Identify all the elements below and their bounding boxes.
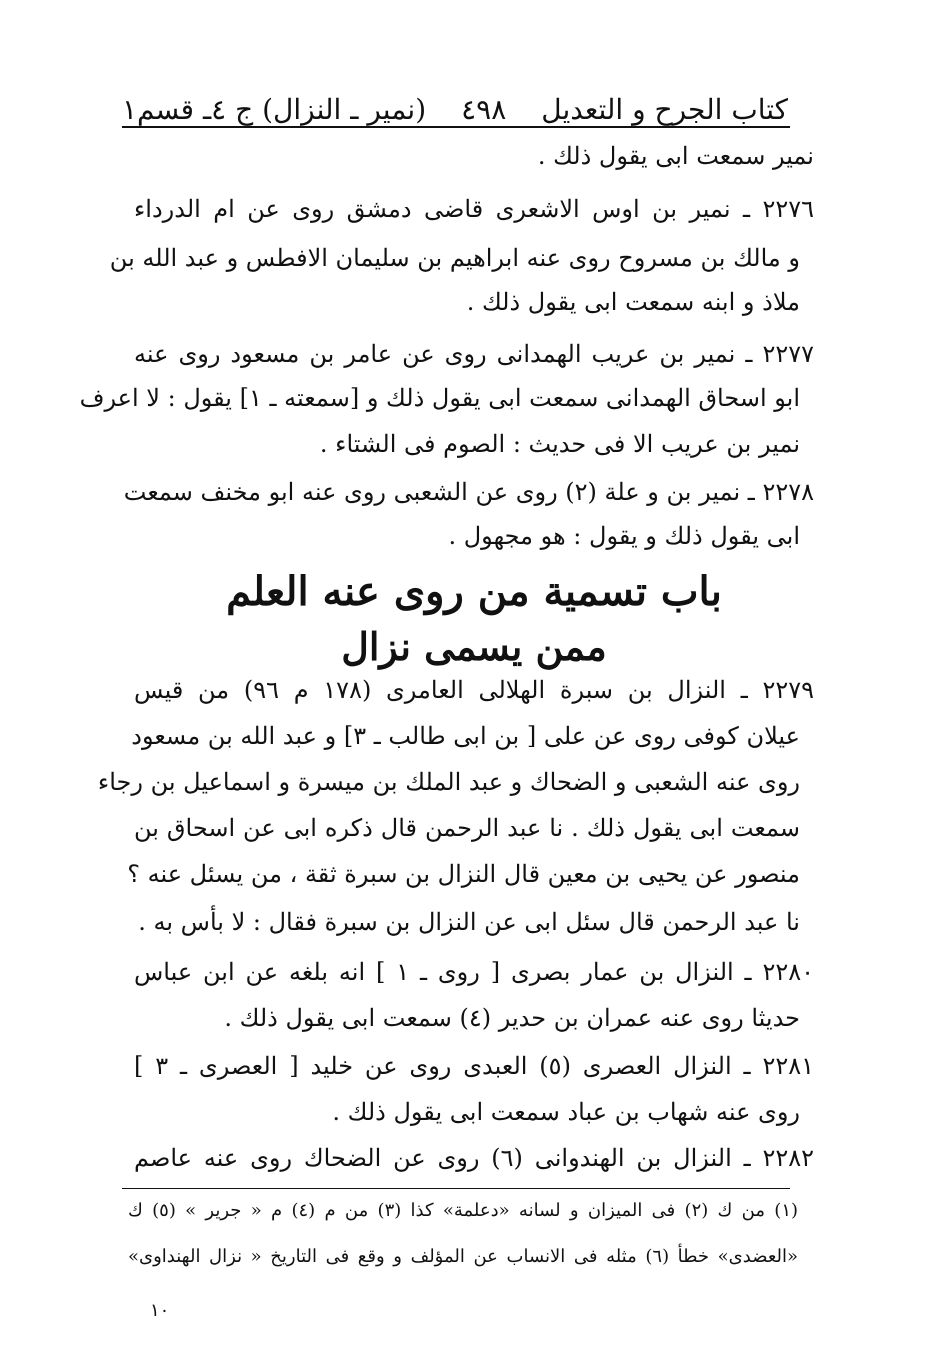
entry-2279: ٢٢٧٩ ـ النزال بن سبرة الهلالى العامرى (١٧٨ م ٩٦) من قيس <box>134 676 814 704</box>
footnote-rule <box>122 1188 790 1189</box>
header-rule <box>122 126 790 128</box>
text-line: حديثا روى عنه عمران بن حدير (٤) سمعت ابى يقول ذلك . <box>224 1004 800 1032</box>
running-header <box>122 62 788 124</box>
footnote-line: «العضدى» خطأ (٦) مثله فى الانساب عن المؤلف و وقع فى التاريخ « نزال الهنداوى» <box>128 1246 798 1267</box>
book-title: كتاب الجرح و التعديل <box>541 93 788 126</box>
text-line: عيلان كوفى روى عن على [ بن ابى طالب ـ ٣] و عبد الله بن مسعود <box>131 722 800 750</box>
text-line: روى عنه شهاب بن عباد سمعت ابى يقول ذلك . <box>332 1098 800 1126</box>
text-line: ابى يقول ذلك و يقول : هو مجهول . <box>448 522 800 550</box>
entry-2277: ٢٢٧٧ ـ نمير بن عريب الهمدانى روى عن عامر بن مسعود روى عنه <box>134 340 814 368</box>
text-line: ابو اسحاق الهمدانى سمعت ابى يقول ذلك و [سمعته ـ ١] يقول : لا اعرف <box>79 384 800 412</box>
printer-signature: ١٠ <box>150 1300 170 1321</box>
chapter-title: باب تسمية من روى عنه العلم <box>226 568 722 615</box>
text-line: نا عبد الرحمن قال سئل ابى عن النزال بن سبرة فقال : لا بأس به . <box>138 908 800 936</box>
section-range: (نمير ـ النزال) ج ٤ـ قسم١ <box>122 93 427 126</box>
chapter-subtitle: ممن يسمى نزال <box>341 624 607 669</box>
text-line: منصور عن يحيى بن معين قال النزال بن سبرة ثقة ، من يسئل عنه ؟ <box>127 860 800 888</box>
text-line: ملاذ و ابنه سمعت ابى يقول ذلك . <box>466 288 800 316</box>
footnote-line: (١) من ك (٢) فى الميزان و لسانه «دعلمة» كذا (٣) من م (٤) م « جرير » (٥) ك <box>128 1200 799 1221</box>
entry-2281: ٢٢٨١ ـ النزال العصرى (٥) العبدى روى عن خليد [ العصرى ـ ٣ ] <box>134 1052 814 1080</box>
text-line: نمير بن عريب الا فى حديث : الصوم فى الشتاء . <box>319 430 800 458</box>
entry-2276: ٢٢٧٦ ـ نمير بن اوس الاشعرى قاضى دمشق روى عن ام الدرداء <box>134 195 814 223</box>
text-line: نمير سمعت ابى يقول ذلك . <box>537 142 814 170</box>
entry-2282: ٢٢٨٢ ـ النزال بن الهندوانى (٦) روى عن الضحاك روى عنه عاصم <box>134 1144 814 1172</box>
text-line: سمعت ابى يقول ذلك . نا عبد الرحمن قال ذكره ابى عن اسحاق بن <box>134 814 800 842</box>
text-line: روى عنه الشعبى و الضحاك و عبد الملك بن ميسرة و اسماعيل بن رجاء <box>97 768 800 796</box>
entry-2280: ٢٢٨٠ ـ النزال بن عمار بصرى [ روى ـ ١ ] انه بلغه عن ابن عباس <box>134 958 815 986</box>
text-line: و مالك بن مسروح روى عنه ابراهيم بن سليمان الافطس و عبد الله بن <box>109 244 800 272</box>
page-number: ٤٩٨ <box>461 93 507 126</box>
entry-2278: ٢٢٧٨ ـ نمير بن و علة (٢) روى عن الشعبى روى عنه ابو مخنف سمعت <box>123 478 814 506</box>
